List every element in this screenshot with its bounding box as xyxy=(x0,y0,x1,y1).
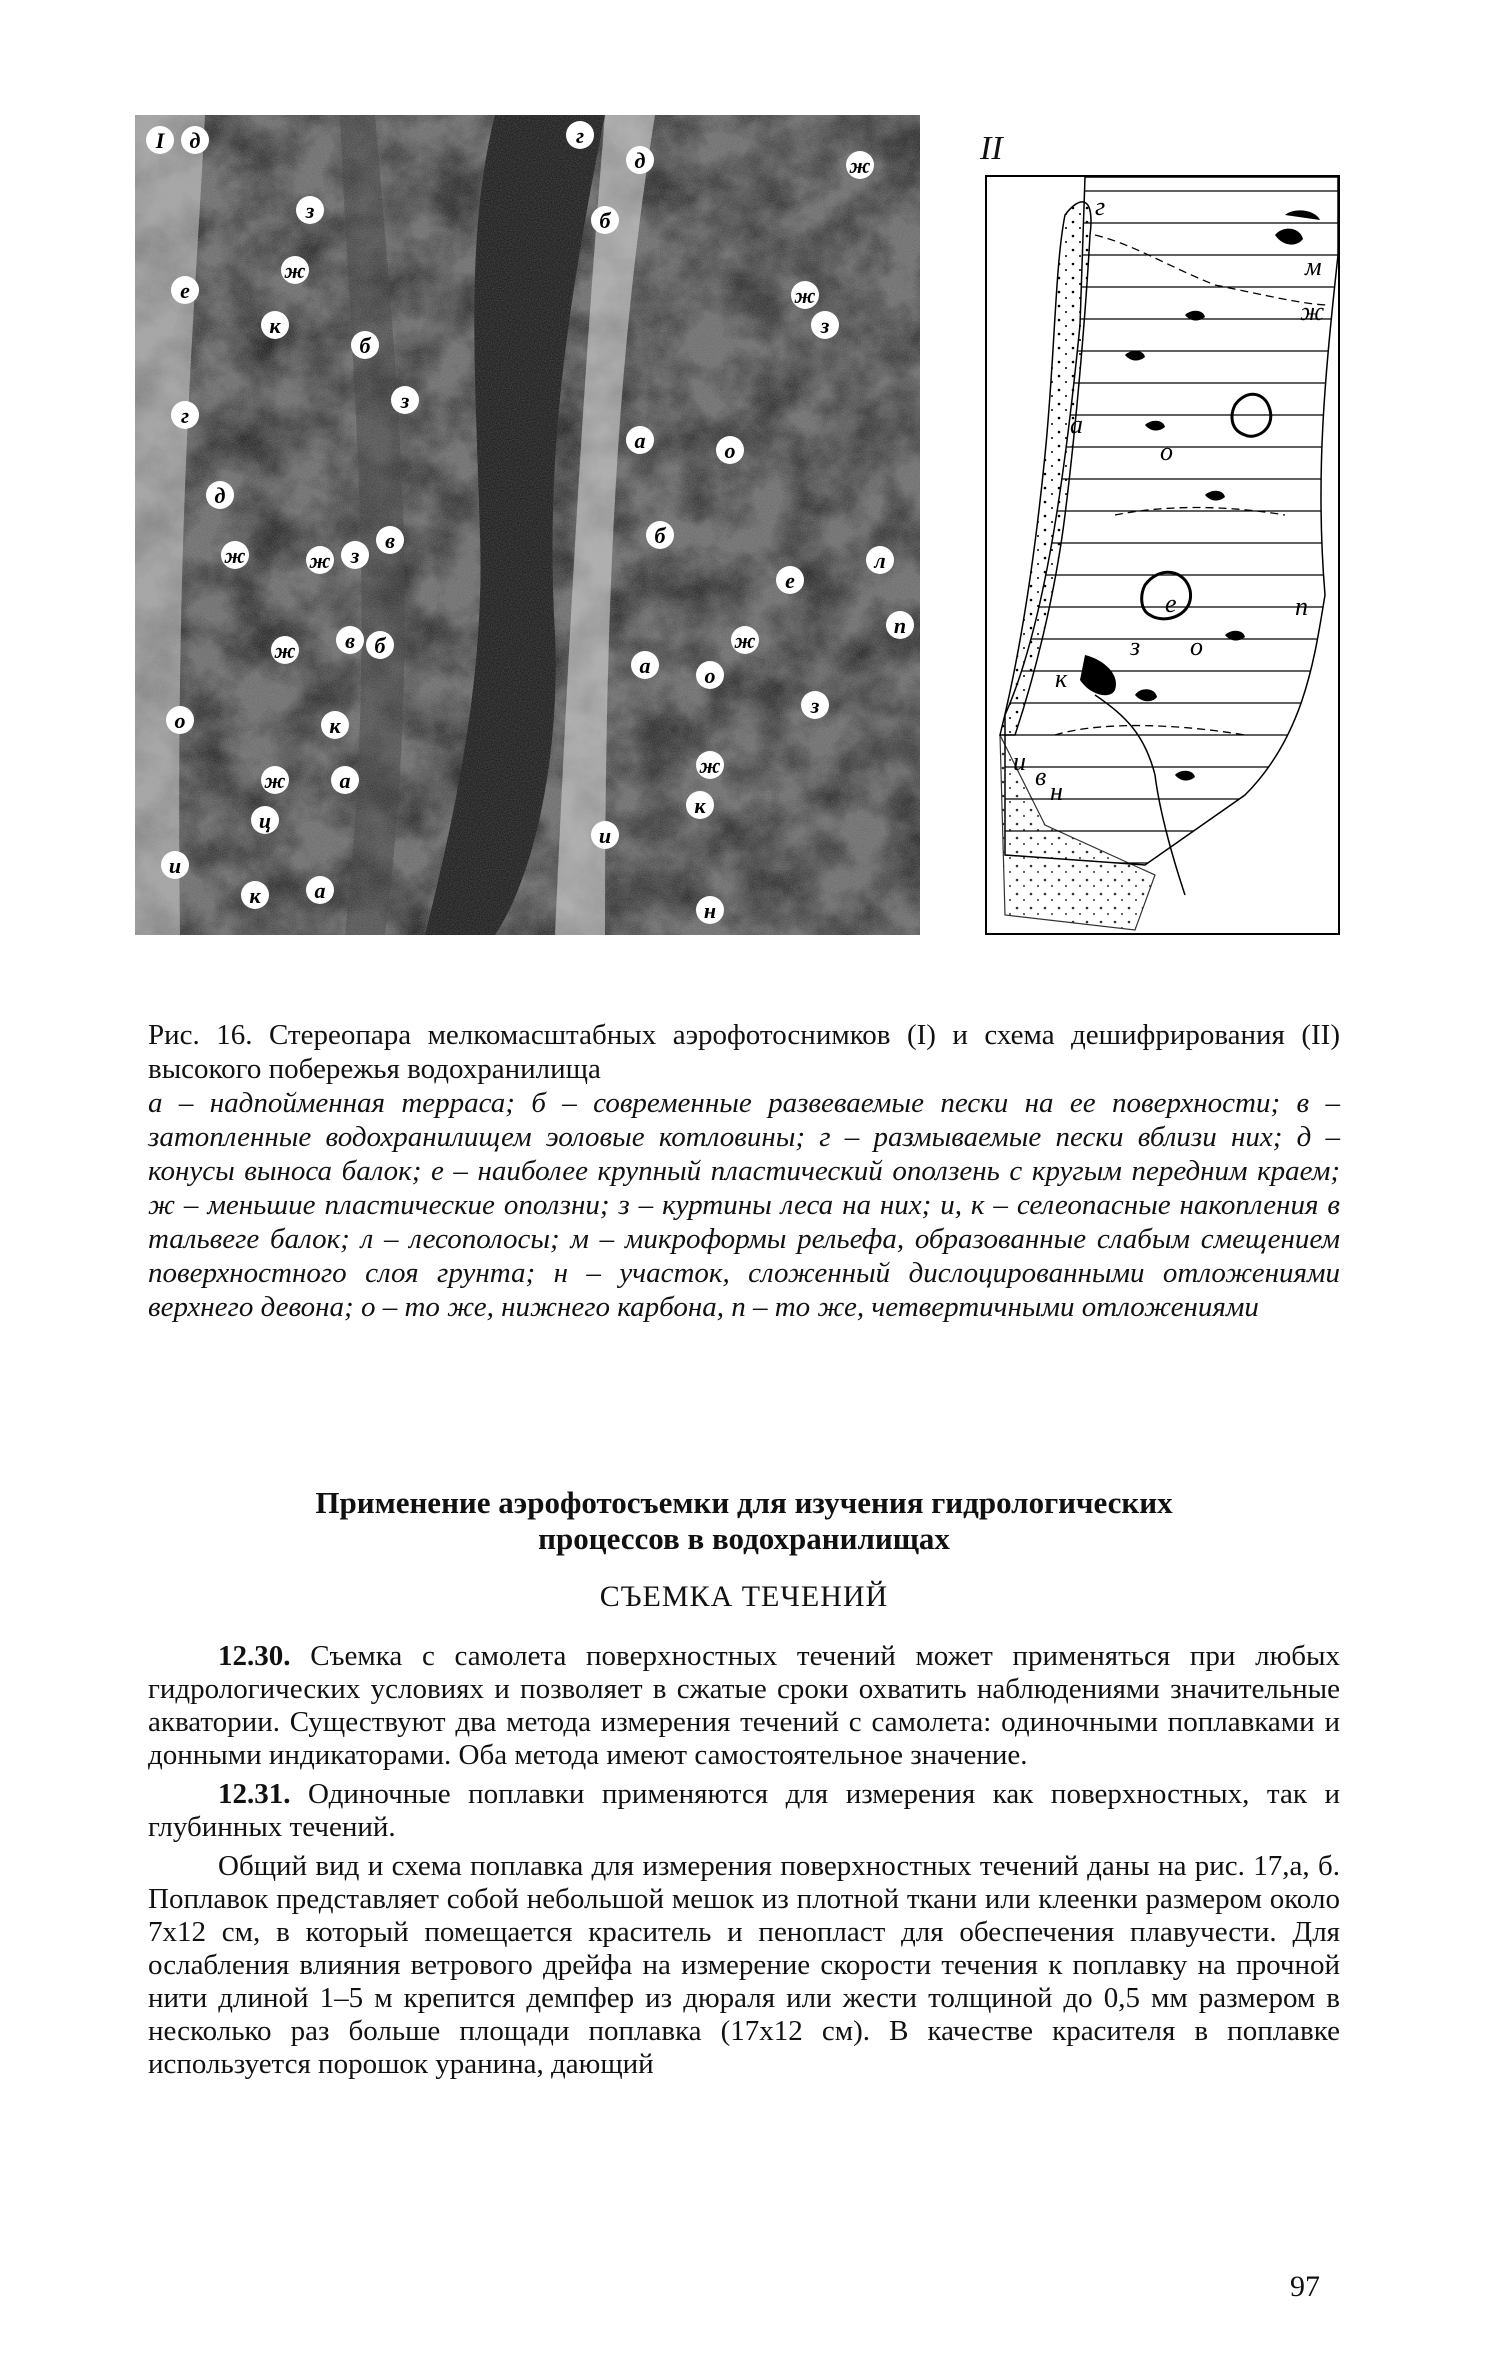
marker-label: I xyxy=(155,128,165,153)
paragraph-number: 12.31. xyxy=(218,1778,291,1810)
scheme-label-v: в xyxy=(1035,762,1047,791)
marker-label: б xyxy=(654,523,666,548)
marker-label: о xyxy=(704,663,716,688)
marker-label: к xyxy=(694,793,706,818)
marker-label: е xyxy=(180,278,190,303)
marker-label: б xyxy=(374,633,386,658)
subsection-heading: СЪЕМКА ТЕЧЕНИЙ xyxy=(599,1580,889,1613)
marker-label: д xyxy=(189,128,201,153)
scheme-label-p: п xyxy=(1295,592,1308,621)
marker-label: а xyxy=(339,768,351,793)
marker-label: ж xyxy=(274,638,296,663)
marker-label: ц xyxy=(258,808,272,833)
caption-title: Рис. 16. Стереопара мелкомасштабных аэрофотоснимков (I) и схема дешифрирования (II) высокого побережья водохранилища xyxy=(148,1019,1340,1085)
marker-label: о xyxy=(174,708,186,733)
scheme-drawing xyxy=(985,175,1340,935)
marker-label: в xyxy=(345,628,355,653)
marker-label: з xyxy=(305,198,315,223)
scheme-label: II xyxy=(980,130,1003,167)
marker-label: г xyxy=(180,403,190,428)
marker-label: ж xyxy=(309,548,331,573)
marker-label: а xyxy=(314,878,326,903)
scheme-label-o: о xyxy=(1160,437,1173,466)
marker-label: з xyxy=(400,388,410,413)
marker-label: з xyxy=(820,313,830,338)
figure-16 xyxy=(135,110,1345,940)
marker-label: ж xyxy=(699,753,721,778)
marker-label: з xyxy=(810,693,820,718)
marker-label: а xyxy=(639,653,651,678)
scheme-label-g: г xyxy=(1095,192,1106,221)
scheme-label-m: м xyxy=(1305,252,1322,281)
scheme-label-e: е xyxy=(1165,589,1177,618)
paragraph xyxy=(148,1850,1340,2081)
marker-label: к xyxy=(269,313,281,338)
marker-label: д xyxy=(634,148,646,173)
marker-label: в xyxy=(385,528,395,553)
marker-label: н xyxy=(703,898,717,923)
marker-label: д xyxy=(214,483,226,508)
marker-label: б xyxy=(359,333,371,358)
section-heading-line-1: Применение аэрофотосъемки для изучения гидрологических xyxy=(315,1485,1173,1520)
marker-label: п xyxy=(893,613,907,638)
paragraph xyxy=(148,1640,1340,1772)
marker-label: ж xyxy=(849,153,871,178)
marker-label: ж xyxy=(264,768,286,793)
page-number: 97 xyxy=(1290,2270,1320,2303)
marker-label: ж xyxy=(224,543,246,568)
marker-label: ж xyxy=(734,628,756,653)
paragraph-text: Общий вид и схема поплавка для измерения поверхностных течений даны на рис. 17,а, б. Поплавок представляет собой небольшой мешок из плотной ткани или клеенки размером около 7х12 см, в который помещается краситель и пенопласт для обеспечения плавучести. Для ослабления влияния ветрового дрейфа на измерение скорости течения к поплавку на прочной нити длиной 1–5 м крепится демпфер из дюраля или жести толщиной до 0,5 мм размером в несколько раз больше площади поплавка (17х12 см). В качестве красителя в поплавке используется порошок уранина, дающий xyxy=(148,1850,1340,2080)
marker-label: ж xyxy=(284,258,306,283)
interpretation-scheme xyxy=(985,175,1340,935)
figure-caption xyxy=(148,1018,1340,1324)
scheme-label-o2: о xyxy=(1190,632,1203,661)
body-text xyxy=(148,1640,1340,2087)
scheme-label-n: н xyxy=(1050,777,1063,806)
marker-label: и xyxy=(168,853,182,878)
marker-label: и xyxy=(598,823,612,848)
marker-label: о xyxy=(724,438,736,463)
scheme-label-z: з xyxy=(1130,632,1141,661)
section-heading-line-2: процессов в водохранилищах xyxy=(538,1521,950,1556)
paragraph xyxy=(148,1778,1340,1844)
marker-label: г xyxy=(575,123,585,148)
paragraph-number: 12.30. xyxy=(218,1640,291,1672)
aerial-photo-image xyxy=(135,115,920,935)
marker-label: к xyxy=(249,883,261,908)
scheme-label-a: а xyxy=(1070,410,1083,439)
marker-label: ж xyxy=(794,283,816,308)
marker-label: з xyxy=(350,543,360,568)
caption-legend: а – надпойменная терраса; б – современные развеваемые пески на ее поверхности; в – затопленные водохранилищем эоловые котловины; г – размываемые пески вблизи них; д – конусы выноса балок; е – наиболее крупный пластический оползень с кругым передним краем; ж – меньшие пластические оползни; з – куртины леса на них; и, к – селеопасные накопления в тальвеге балок; л – лесополосы; м – микроформы рельефа, образованные слабым смещением поверхностного слоя грунта; н – участок, сложенный дислоцированными отложениями верхнего девона; о – то же, нижнего карбона, п – то же, четвертичными отложениями xyxy=(148,1087,1340,1323)
scheme-label-zh: ж xyxy=(1300,297,1325,326)
paragraph-text: Одиночные поплавки применяются для измерения как поверхностных, так и глубинных течений. xyxy=(148,1778,1340,1843)
scheme-label-i: и xyxy=(1013,747,1026,776)
scheme-label-k: к xyxy=(1055,664,1068,693)
section-heading xyxy=(148,1485,1340,1557)
marker-label: л xyxy=(874,548,886,573)
aerial-photo-stereopair xyxy=(135,115,920,935)
marker-label: к xyxy=(329,713,341,738)
marker-label: е xyxy=(785,568,795,593)
marker-label: а xyxy=(634,428,646,453)
paragraph-text: Съемка с самолета поверхностных течений может применяться при любых гидрологических условиях и позволяет в сжатые сроки охватить наблюдениями значительные акватории. Существуют два метода измерения течений с самолета: одиночными поплавками и донными индикаторами. Оба метода имеют самостоятельное значение. xyxy=(148,1640,1340,1771)
marker-label: б xyxy=(599,208,611,233)
